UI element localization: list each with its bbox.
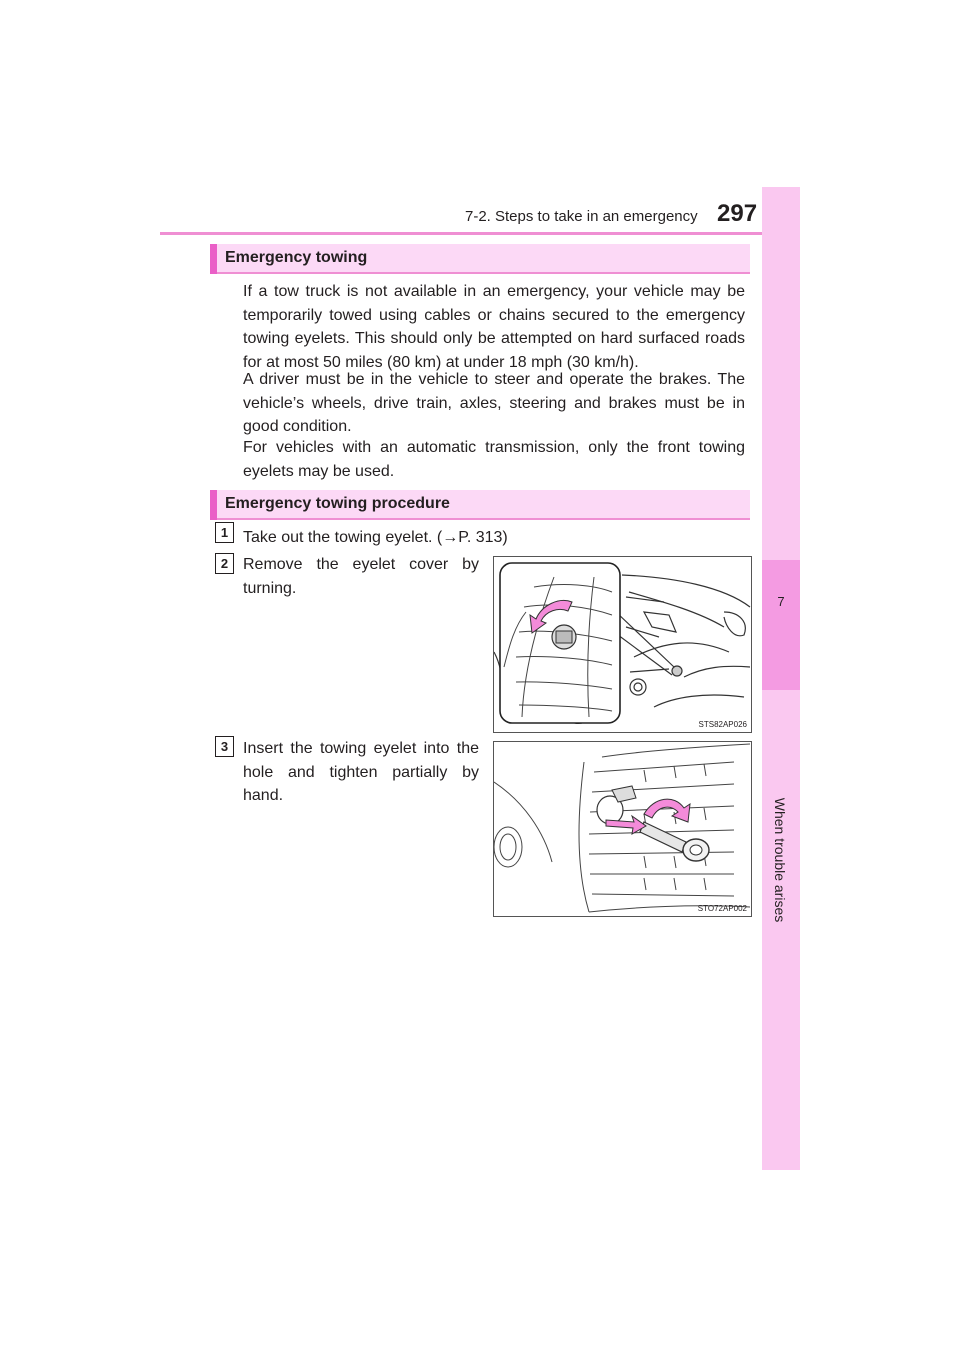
chapter-tab-highlight	[762, 560, 800, 690]
illustration-eyelet-cover	[494, 557, 751, 732]
step-number-badge: 1	[215, 522, 234, 543]
step-2-text: Remove the eyelet cover by turning.	[243, 556, 479, 597]
figure-insert-eyelet	[493, 741, 752, 917]
step-1-text: Take out the towing eyelet. (→P. 313)	[243, 529, 508, 546]
section-accent	[210, 244, 217, 274]
figure-code: STO72AP002	[697, 904, 747, 913]
section-header-emergency-towing	[210, 244, 750, 274]
figure-remove-cover	[493, 556, 752, 733]
step-3-text: Insert the towing eyelet into the hole and tighten partially by hand.	[243, 740, 479, 804]
paragraph-driver: A driver must be in the vehicle to steer and operate the brakes. The vehicle’s wheels, drive train, axles, steering and brakes must be in good condition.	[243, 371, 745, 435]
step-number-badge: 2	[215, 553, 234, 574]
paragraph-automatic: For vehicles with an automatic transmission, only the front towing eyelets may be used.	[243, 439, 745, 480]
step-number-badge: 3	[215, 736, 234, 757]
section-header-procedure	[210, 490, 750, 520]
section-accent	[210, 490, 217, 520]
illustration-insert-eyelet	[494, 742, 751, 916]
header-section-title: 7-2. Steps to take in an emergency	[465, 208, 698, 225]
section-title: Emergency towing procedure	[225, 495, 450, 512]
chapter-title: When trouble arises	[772, 797, 788, 923]
section-title: Emergency towing	[225, 249, 368, 266]
figure-code: STS82AP026	[698, 720, 747, 729]
header-rule	[160, 232, 800, 235]
chapter-number: 7	[777, 594, 785, 609]
page-number: 297	[717, 200, 758, 227]
tighten-arrow-icon	[644, 799, 690, 822]
paragraph-tow-truck: If a tow truck is not available in an emergency, your vehicle may be temporarily towed using cables or chains secured to the emergency towing eyelets. This should only be attempted on hard surfaced roads for at most 50 miles (80 km) at under 18 mph (30 km/h).	[243, 283, 745, 371]
